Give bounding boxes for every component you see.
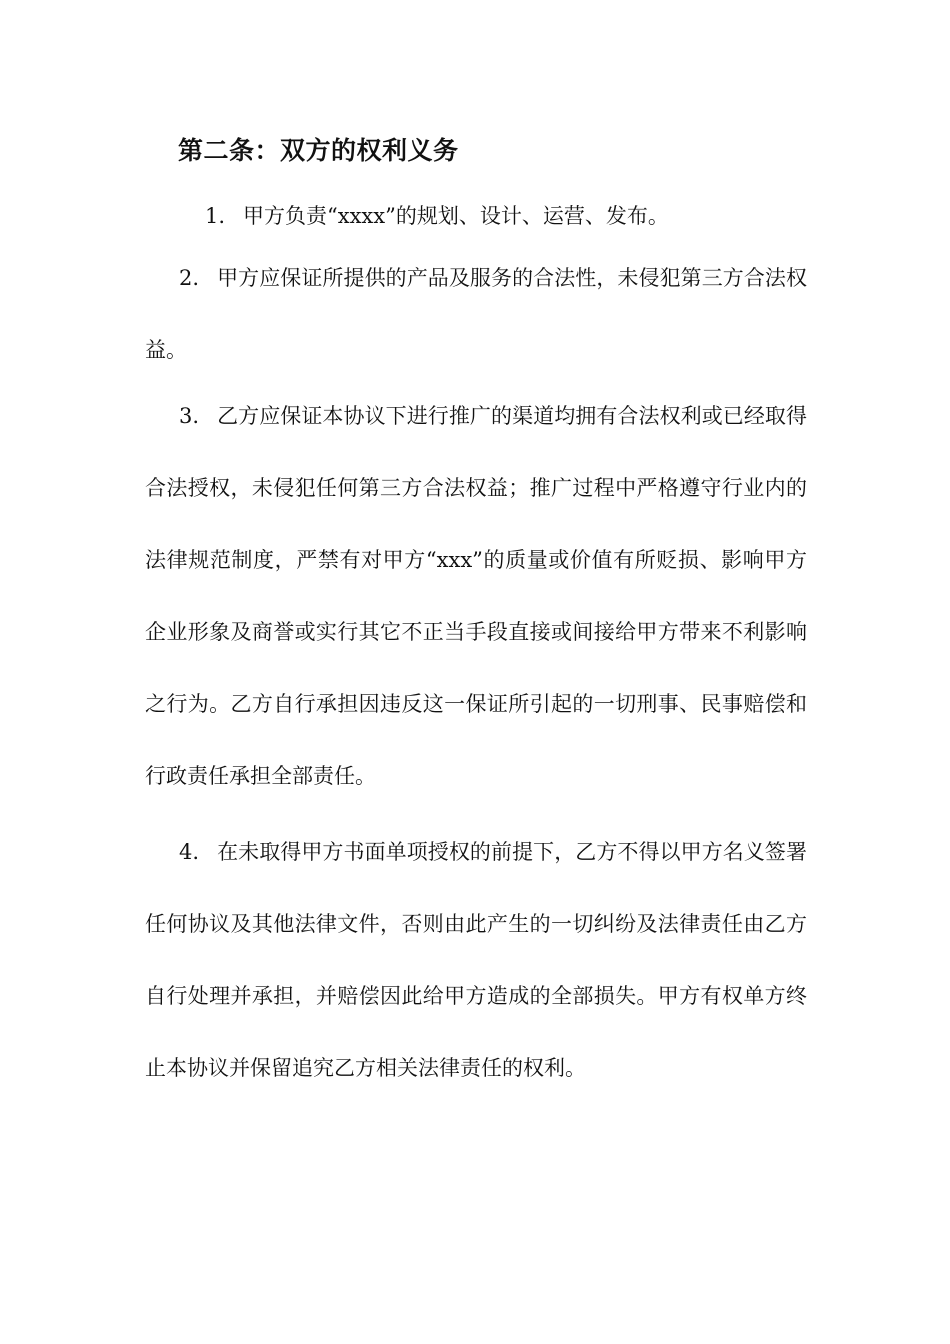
clause-item-4 — [145, 816, 807, 1104]
clause-number-1: 1. — [205, 204, 226, 228]
clause-text-4: 在未取得甲方书面单项授权的前提下，乙方不得以甲方名义签署任何协议及其他法律文件，否则由此产生的一切纠纷及法律责任由乙方自行处理并承担，并赔偿因此给甲方造成的全部损失。甲方有权单方终止本协议并保留追究乙方相关法律责任的权利。 — [145, 840, 807, 1080]
clause-number-2: 2. — [179, 266, 200, 290]
clause-item-2 — [145, 242, 807, 386]
clause-number-4: 4. — [179, 840, 200, 864]
clause-item-3 — [145, 380, 807, 812]
clause-number-3: 3. — [179, 404, 200, 428]
clause-text-2: 甲方应保证所提供的产品及服务的合法性，未侵犯第三方合法权益。 — [145, 266, 807, 362]
clause-text-1: 甲方负责“xxxx”的规划、设计、运营、发布。 — [243, 204, 669, 228]
clause-text-3: 乙方应保证本协议下进行推广的渠道均拥有合法权利或已经取得合法授权，未侵犯任何第三方合法权益；推广过程中严格遵守行业内的法律规范制度，严禁有对甲方“xxx”的质量或价值有所贬损、影响甲方企业形象及商誉或实行其它不正当手段直接或间接给甲方带来不利影响之行为。乙方自行承担因违反这一保证所引起的一切刑事、民事赔偿和行政责任承担全部责任。 — [145, 404, 807, 788]
article-heading: 第二条：双方的权利义务 — [178, 136, 459, 165]
